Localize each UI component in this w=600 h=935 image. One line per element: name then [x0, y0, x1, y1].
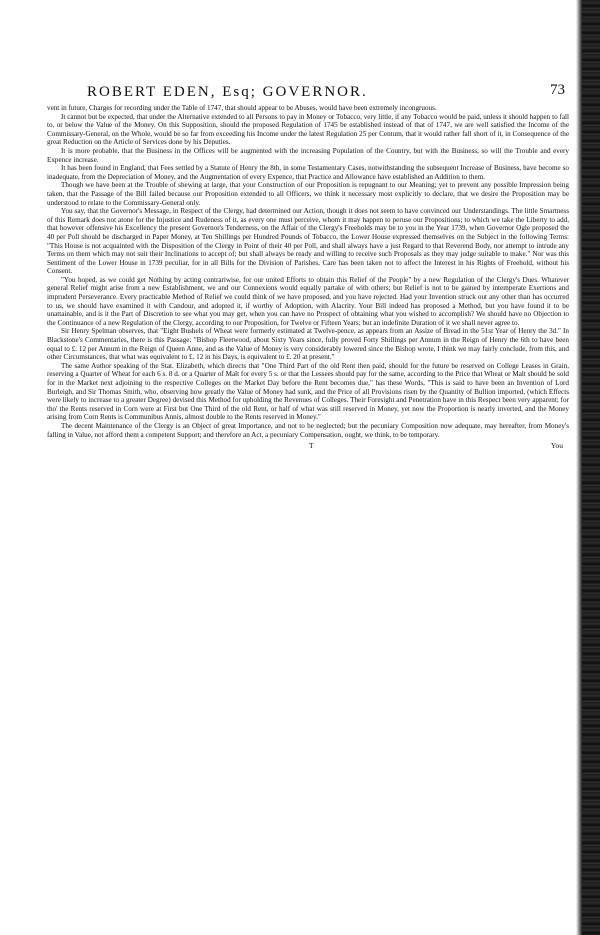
paragraph: Though we have been at the Trouble of shewing at large, that your Construction of our Proposition is repugnant to our Meaning; yet to prevent any possible Impression being taken, that the Passage of the Bill failed because our Proposition extended to all Officers, we think it necessary most explicitly to declare, that we desire the Proposition may be understood to relate to the Commissary-General only.	[47, 181, 569, 207]
paragraph: It has been found in England, that Fees settled by a Statute of Henry the 8th, in some Testamentary Cases, notwithstanding the subsequent Increase of Business, have become so inadequate, from the Depreciation of Money, and the Augmentation of every Expence, that Practice and Allowance have established an Addition to them.	[47, 164, 569, 181]
running-title: ROBERT EDEN, Esq; GOVERNOR.	[87, 84, 368, 100]
document-page	[47, 84, 569, 453]
page-edge-shadow	[582, 0, 600, 935]
paragraph: The same Author speaking of the Stat. Elizabeth, which directs that "One Third Part of the old Rent then paid, should for the future be reserved on College Leases in Grain, reserving a Quarter of Wheat for each 6 s. 8 d. or a Quarter of Malt for every 5 s. or that the Lessees should pay for the same, according to the Price that Wheat or Malt should be sold for in the Market next adjoining to the respective Colleges on the Market Day before the Rent becomes due," has these Words, "This is said to have been an Invention of Lord Burleigh, and Sir Thomas Smith, who, observing how greatly the Value of Money had sunk, and the Price of all Provisions risen by the Quantity of Bullion imported, (which Effects were likely to increase to a greater Degree) devised this Method for upholding the Revenues of Colleges. Their Foresight and Penetration have in this Respect been very apparent; for tho' the Rents reserved in Corn were at First but One Third of the old Rent, or half of what was still reserved in Money, yet now the Proportion is nearly inverted, and the Money arising from Corn Rents is Communibus Annis, almost double to the Rents reserved in Money."	[47, 361, 569, 422]
paragraph: Sir Henry Spelman observes, that "Eight Bushels of Wheat were formerly estimated at Twelve-pence, as appears from an Assize of Bread in the 51st Year of Henry the 3d." In Blackstone's Commentaries, there is this Passage: "Bishop Fleetwood, about Sixty Years since, fully proved Forty Shillings per Annum in the Reign of Henry the 6th to have been equal to £. 12 per Annum in the Reign of Queen Anne, and as the Value of Money is very considerably lowered since the Bishop wrote, I think we may fairly conclude, from this, and other Circumstances, that what was equivalent to £. 12 in his Days, is equivalent to £. 20 at present."	[47, 327, 569, 362]
signature-mark: T	[309, 441, 314, 451]
catchword: You	[550, 441, 563, 451]
paragraph: It is more probable, that the Business in the Offices will be augmented with the increasing Population of the Country, but with the Business, so will the Trouble and every Expence increase.	[47, 146, 569, 164]
page-number: 73	[550, 82, 565, 98]
page-footer	[47, 441, 569, 453]
paragraph: You say, that the Governor's Message, in Respect of the Clergy, had determined our Action, though it does not seem to have convinced our Understandings. The little Smartness of this Remark does not atone for the Injustice and Rudeness of it, as every one must perceive, whom it may happen to peruse our Propositions; to which we take the Liberty to add, that however offensive his Excellency the present Governor's Tenderness, on the Affair of the Clergy's Freeholds may be to you in the Year 1739, when Governor Ogle proposed the 40 per Poll should be discharged in Paper Money, at Ten Shillings per Hundred Pounds of Tobacco, the Lower House expressed themselves on the Subject in the following Terms: "This House is not acquainted with the Disposition of the Clergy in Point of their 40 per Poll, and shall always have a just Regard to that Reverend Body, nor attempt to intrude any Terms on them which may not suit their Inclinations to accept of; but shall always be ready and willing to receive such Proposals as they may judge suitable to make." Nor was this Sentiment of the Lower House in 1739 peculiar, for in all Bills for the Division of Parishes, Care has been taken not to affect the Interest in his Rights of Freehold, without his Consent.	[47, 207, 569, 276]
paragraph: It cannot but be expected, that under the Alternative extended to all Persons to pay in Money or Tobacco, very little, if any Tobacco would be paid, unless it should happen to fall to, or below the Value of the Money. On this Supposition, should the proposed Regulation of 1745 be established instead of that of 1747, we are well satisfied the Income of the Commissary-General, on the Whole, would be so far from exceeding his Income under the latest Regulation 25 per Centum, that it would rather fall short of it, in Consequence of the great Reduction on the Article of Services done by his Deputies.	[47, 112, 569, 147]
paragraph: The decent Maintenance of the Clergy is an Object of great Importance, and not to be neglected; but the pecuniary Composition now adequate, may hereafter, from Money's falling in Value, not afford them a competent Support; and therefore an Act, a pecuniary Compensation, ought, we think, to be temporary.	[47, 421, 569, 439]
paragraph: vent in future, Charges for recording under the Table of 1747, that should appear to be Abuses, would have been extremely incongruous.	[47, 104, 437, 112]
body-text	[47, 104, 569, 439]
page-header	[47, 84, 569, 104]
paragraph: "You hoped, as we could get Nothing by acting contrariwise, for our united Efforts to obtain this Relief of the People" by a new Regulation of the Clergy's Dues. Whatever general Relief might arise from a new Establishment, we and our Connexions would equally partake of with others; but Relief is not to be gained by intemperate Exertions and imprudent Perseverance. Every practicable Method of Relief we could think of we have proposed, and you have rejected. Had your Invention struck out any other than has occurred to us, we should have examined it with Candour, and adopted it, if worthy of Adoption, with Alacrity. Your Bill indeed has proposed a Method, but you have found it to be unattainable, and is it the Part of Discretion to see what you may get, when you can have no Prospect of obtaining what you wished to accomplish? We should have no Objection to the Continuance of a new Regulation of the Clergy, according to our Proposition, for Twelve or Fifteen Years; but an indefinite Duration of it we shall never agree to.	[47, 275, 569, 327]
